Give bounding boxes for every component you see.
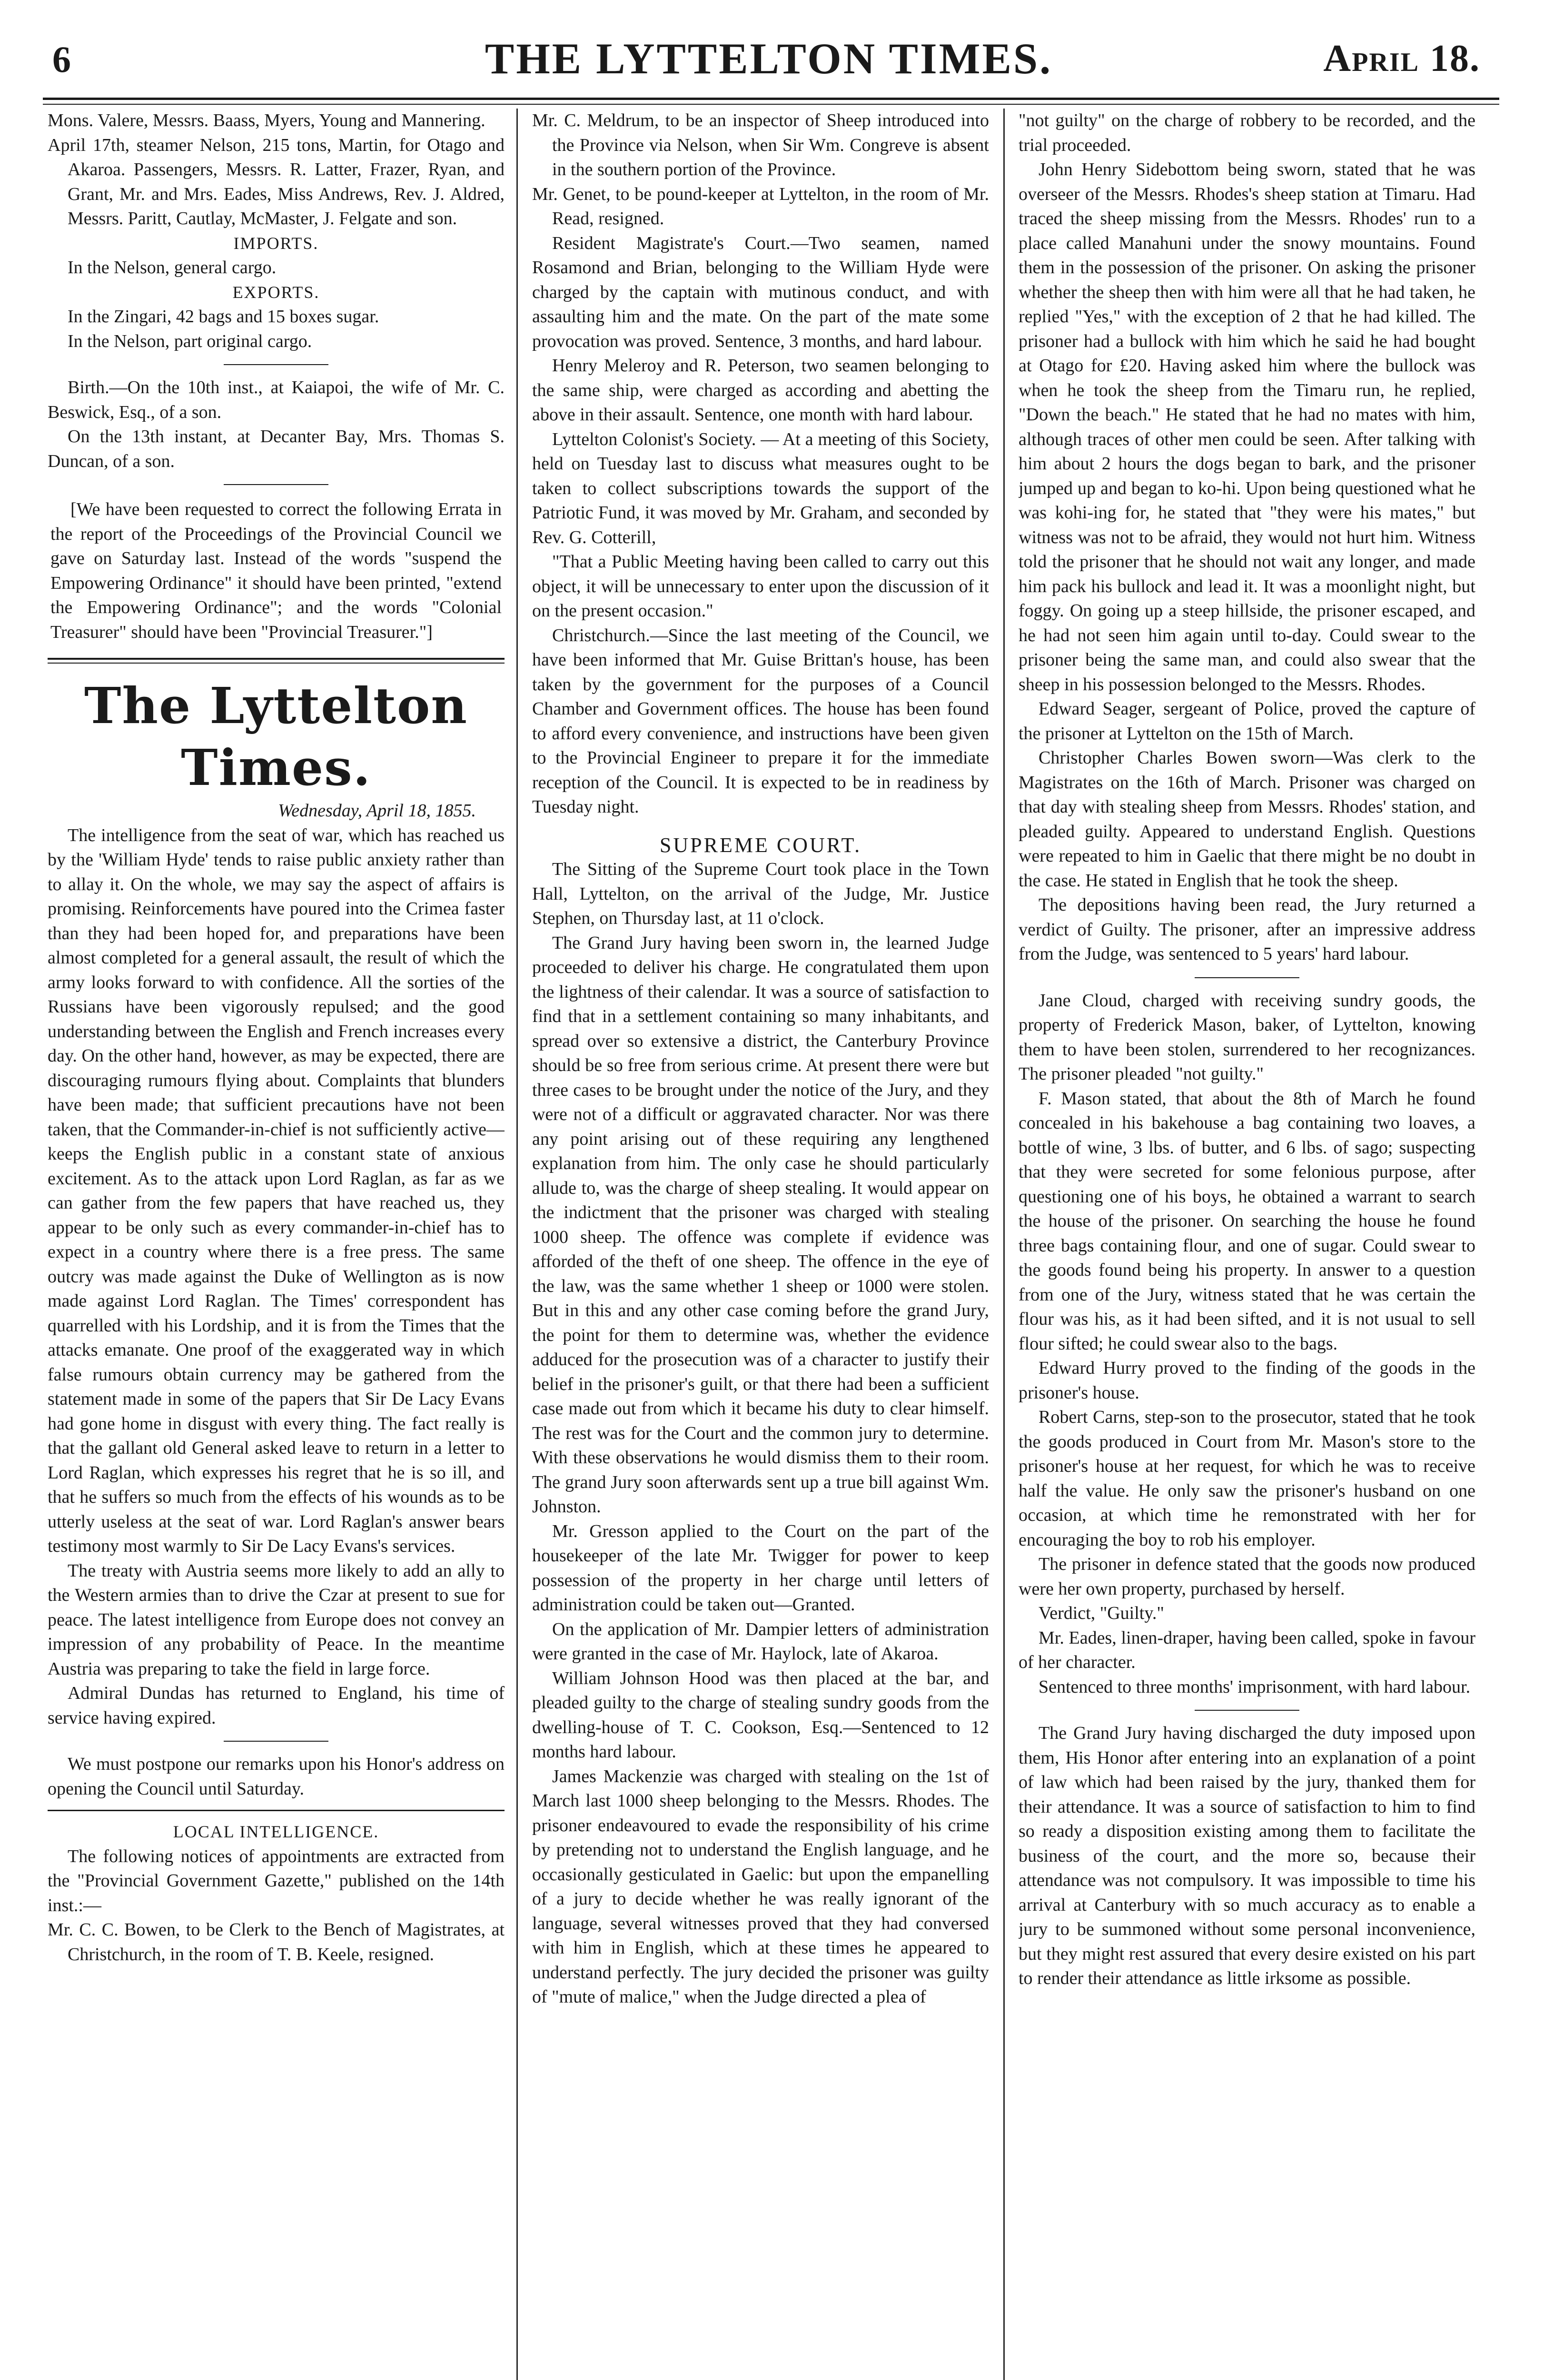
verdict-mackenzie: The depositions having been read, the Jury returned a verdict of Guilty. The prisoner, after an impressive address from the Judge, was sentenced to 5 years' hard labour.	[1019, 895, 1475, 964]
grand-jury-charge: The Grand Jury having been sworn in, the learned Judge proceeded to deliver his charge. He congratulated them upon the lightness of their calendar. It was a source of satisfaction to find that in a settlement containing so many inhabitants, and spread over so extensive a district, the Canterbury Province should be so free from serious crime. At present there were but three cases to be brought under the notice of the Jury, and they were not of a difficult or aggravated character. Nor was there any point arising out of these requiring any lengthened explanation from him. The only case he should particularly allude to, was the charge of sheep stealing. It would appear on the indictment that the prisoner was charged with stealing 1000 sheep. The offence was complete if evidence was afforded of the theft of one sheep. The offence in the eye of the law, was the same whether 1 sheep or 1000 were stolen. But in this and any other case coming before the grand Jury, the point for them to determine was, whether the evidence adduced for the prosecution was of a character to justify their belief in the prisoner's guilt, or that there had been a sufficient case made out from which it became his duty to clear himself. The rest was for the Court and the common jury to determine. With these observations he would dismiss them to their room. The grand Jury soon afterwards sent up a true bill against Wm. Johnston.	[532, 932, 989, 1517]
masthead	[43, 19, 1495, 90]
seager-testimony: Edward Seager, sergeant of Police, proved the capture of the prisoner at Lyttelton on the 15th of March.	[1019, 699, 1475, 744]
birth-notice-1: Birth.—On the 10th inst., at Kaiapoi, the wife of Mr. C. Beswick, Esq., of a son.	[48, 377, 505, 422]
column-divider-2	[1003, 109, 1005, 2380]
grand-jury-discharge: The Grand Jury having discharged the duty imposed upon them, His Honor after entering into an explanation of a point of law which had been raised by the jury, thanked them for their attendance. It was a source of satisfaction to him to find so ready a disposition existing among them to facilitate the business of the court, and the more so, because their attendance was not compulsory. It was impossible to time his arrival at Canterbury with so much accuracy as to enable a jury to be summoned without some personal inconvenience, but they might rest assured that every desire existed on his part to render their attendance as little irksome as possible.	[1019, 1723, 1475, 1988]
imports-heading: IMPORTS.	[233, 233, 319, 253]
exports-line-1: In the Zingari, 42 bags and 15 boxes sugar.	[68, 307, 379, 327]
mason-testimony: F. Mason stated, that about the 8th of March he found concealed in his bakehouse a bag containing two loaves, a bottle of wine, 3 lbs. of butter, and 6 lbs. of sago; suspecting that they were secreted for some felonious purpose, after questioning one of his boys, he obtained a warrant to search the house of the prisoner. On searching the house he found three bags containing flour, and one of sugar. Could swear to the goods found being his property. In answer to a question from one of the Jury, witness stated that he was certain the flour was his, as it had been sifted, and it is not usual to sell flour sifted; he could swear also to the bags.	[1019, 1088, 1475, 1354]
editorial-paragraph-1: The intelligence from the seat of war, which has reached us by the 'William Hyde' tends to raise public anxiety rather than to allay it. On the whole, we may say the aspect of affairs is promising. Reinforcements have poured into the Crimea faster than they had been hoped for, and preparations have been almost completed for a general assault, the result of which the army looks forward to with confidence. All the sorties of the Russians have been vigorously repulsed; and the good understanding between the English and French increases every day. On the other hand, however, as may be expected, there are discouraging rumours flying about. Complaints that blunders have been made; that sufficient precautions have not been taken, that the Commander-in-chief is not sufficiently active—keeps the English public in a constant state of anxious excitement. As to the attack upon Lord Raglan, as far as we can gather from the few papers that have reached us, they appear to be only such as every commander-in-chief has to expect in a country where there is a free press. The same outcry was made against the Duke of Wellington as is now made against Lord Raglan. The Times' correspondent has quarrelled with his Lordship, and it is from the Times that the attacks emanate. One proof of the exaggerated way in which false rumours obtain currency may be gathered from the statement made in some of the papers that Sir De Lacy Evans had gone home in disgust with every thing. The fact really is that the gallant old General asked leave to return in a letter to Lord Raglan, which expresses his regret that he is so ill, and that he suffers so much from the effects of his wounds as to be utterly useless at the seat of war. Lord Raglan's answer bears testimony most warmly to Sir De Lacy Evans's services.	[48, 825, 505, 1556]
birth-notice-2: On the 13th instant, at Decanter Bay, Mrs. Thomas S. Duncan, of a son.	[48, 426, 505, 471]
editorial-paragraph-3: Admiral Dundas has returned to England, his time of service having expired.	[48, 1683, 505, 1728]
appointment-meldrum: Mr. C. Meldrum, to be an inspector of Sheep introduced into the Province via Nelson, when Sir Wm. Congreve is absent in the southern portion of the Province.	[532, 110, 989, 179]
bowen-testimony: Christopher Charles Bowen sworn—Was clerk to the Magistrates on the 16th of March. Prisoner was charged on that day with stealing sheep from Messrs. Rhodes' station, and pleaded guilty. Appeared to understand English. Questions were repeated to him in Gaelic that there might be no doubt in the case. He stated in English that he took the sheep.	[1019, 748, 1475, 891]
verdict-cloud: Verdict, "Guilty."	[1039, 1603, 1164, 1623]
exports-heading: EXPORTS.	[232, 282, 320, 302]
christchurch-news: Christchurch.—Since the last meeting of the Council, we have been informed that Mr. Guise Brittan's house, has been taken by the government for the purposes of a Council Chamber and Government offices. The house has been found to afford every convenience, and instructions have been given to the Provincial Engineer to prepare it for the immediate reception of the Council. It is expected to be in readiness by Tuesday night.	[532, 625, 989, 817]
editorial-dateline: Wednesday, April 18, 1855.	[278, 801, 476, 821]
masthead-rule	[43, 98, 1499, 100]
hurry-testimony: Edward Hurry proved to the finding of the goods in the prisoner's house.	[1019, 1358, 1475, 1403]
meleroy-case: Henry Meleroy and R. Peterson, two seamen belonging to the same ship, were charged as according and abetting the above in their assault. Sentence, one month with hard labour.	[532, 356, 989, 425]
divider	[224, 484, 328, 485]
postpone-notice: We must postpone our remarks upon his Honor's address on opening the Council until Saturday.	[48, 1754, 505, 1799]
carns-testimony: Robert Carns, step-son to the prosecutor, stated that he took the goods produced in Court from Mr. Mason's store to the prisoner's house at her request, for which he was to receive half the value. He only saw the prisoner's husband on one occasion, at which time he remonstrated with her for encouraging the boy to rob his employer.	[1019, 1407, 1475, 1550]
resolution-quote: "That a Public Meeting having been called to carry out this object, it will be unnecessary to enter upon the discussion of it on the present occasion."	[532, 552, 989, 621]
newspaper-title: THE LYTTELTON TIMES.	[485, 34, 1053, 83]
cloud-case: Jane Cloud, charged with receiving sundry goods, the property of Frederick Mason, baker, of Lyttelton, knowing them to have been stolen, surrendered to her recognizances. The prisoner pleaded "not guilty."	[1019, 990, 1475, 1084]
issue-date: April 18.	[1323, 38, 1480, 79]
column-3	[1019, 109, 1475, 2380]
imports-line: In the Nelson, general cargo.	[68, 258, 277, 278]
exports-line-2: In the Nelson, part original cargo.	[68, 331, 312, 351]
eades-character: Mr. Eades, linen-draper, having been called, spoke in favour of her character.	[1019, 1627, 1475, 1672]
page-number: 6	[52, 39, 71, 80]
sidebottom-testimony: John Henry Sidebottom being sworn, stated that he was overseer of the Messrs. Rhodes's sheep station at Timaru. Had traced the sheep missing from the Messrs. Rhodes' run to a place called Manahuni under the snowy mountains. Found them in the possession of the prisoner. On asking the prisoner whether the sheep then with him were all that he had taken, he replied "Yes," with the exception of 2 that he had killed. The prisoner had a bullock with him which he said he had bought at Otago for £20. Having asked him where the bullock was when he took the sheep from the Timaru run, he replied, "Down the beach." He stated that he had no mates with him, although traces of other men could be seen. After talking with him about 2 hours the dogs began to bark, and the prisoner jumped up and began to ko-hi. Upon being questioned what he was kohi-ing for, he stated that "they were his mates," but witness was not to be afraid, they would not hurt him. Witness told the prisoner that he should not wait any longer, and made him pack his bullock and lead it. It was a moonlight night, but foggy. On going up a steep hillside, the prisoner escaped, and he had not seen him again until to-day. Could swear to the prisoner being the same man, and could also swear that the sheep in his possession belonged to the Messrs. Rhodes.	[1019, 159, 1475, 694]
appointment-bowen: Mr. C. C. Bowen, to be Clerk to the Bench of Magistrates, at Christchurch, in the room of T. B. Keele, resigned.	[48, 1920, 505, 1964]
column-1	[48, 109, 505, 2380]
errata-notice: [We have been requested to correct the following Errata in the report of the Proceedings of the Provincial Council we gave on Saturday last. Instead of the words "suspend the Empowering Ordinance" it should have been printed, "extend the Empowering Ordinance"; and the words "Colonial Treasurer" should have been "Provincial Treasurer."]	[50, 499, 502, 642]
supreme-court-heading: SUPREME COURT.	[659, 833, 862, 857]
resident-magistrates-court: Resident Magistrate's Court.—Two seamen, named Rosamond and Brian, belonging to the William Hyde were charged by the captain with mutinous conduct, and with assaulting him and the mate. On the part of the mate some provocation was proved. Sentence, 3 months, and hard labour.	[532, 233, 989, 351]
local-intelligence-intro: The following notices of appointments are extracted from the "Provincial Government Gazette," published on the 14th inst.:—	[48, 1846, 505, 1915]
editorial-masthead: The Lyttelton Times.	[84, 676, 468, 797]
court-sitting: The Sitting of the Supreme Court took place in the Town Hall, Lyttelton, on the arrival of the Judge, Mr. Justice Stephen, on Thursday last, at 11 o'clock.	[532, 859, 989, 928]
divider	[224, 1741, 328, 1742]
hood-case: William Johnson Hood was then placed at the bar, and pleaded guilty to the charge of stealing sundry goods from the dwelling-house of T. C. Cookson, Esq.—Sentenced to 12 months hard labour.	[532, 1668, 989, 1762]
sentence-cloud: Sentenced to three months' imprisonment, with hard labour.	[1039, 1676, 1471, 1697]
column-divider-1	[516, 109, 518, 2380]
double-rule	[48, 658, 505, 664]
divider	[1195, 977, 1299, 978]
masthead-rule-thin	[43, 104, 1499, 105]
appointment-genet: Mr. Genet, to be pound-keeper at Lyttelton, in the room of Mr. Read, resigned.	[532, 184, 989, 228]
nelson-departure: April 17th, steamer Nelson, 215 tons, Martin, for Otago and Akaroa. Passengers, Messrs. R. Latter, Frazer, Ryan, and Grant, Mr. and Mrs. Eades, Miss Andrews, Rev. J. Aldred, Messrs. Paritt, Cautlay, McMaster, J. Felgate and son.	[48, 135, 505, 228]
defence-statement: The prisoner in defence stated that the goods now produced were her own property, purchased by herself.	[1019, 1554, 1475, 1599]
ship-list-continued: Mons. Valere, Messrs. Baass, Myers, Young and Mannering.	[48, 110, 485, 130]
editorial-paragraph-2: The treaty with Austria seems more likely to add an ally to the Western armies than to drive the Czar at present to sue for peace. The latest intelligence from Europe does not convey an impression of any probability of Peace. In the meantime Austria was preparing to take the field in large force.	[48, 1560, 505, 1679]
divider	[224, 364, 328, 365]
mackenzie-case: James Mackenzie was charged with stealing on the 1st of March last 1000 sheep belonging to the Messrs. Rhodes. The prisoner endeavoured to evade the responsibility of his crime by pretending not to understand the English language, and he occasionally gesticulated in Gaelic: but upon the empanelling of a jury to decide whether he was really ignorant of the language, several witnesses proved that they had conversed with him in English, which at these times he appeared to understand perfectly. The jury decided the prisoner was guilty of "mute of malice," when the Judge directed a plea of	[532, 1766, 989, 2007]
plea-continued: "not guilty" on the charge of robbery to be recorded, and the trial proceeded.	[1019, 110, 1475, 155]
section-rule	[48, 1810, 505, 1811]
divider	[1195, 1710, 1299, 1711]
colonists-society: Lyttelton Colonist's Society. — At a meeting of this Society, held on Tuesday last to discuss what measures ought to be taken to collect subscriptions towards the support of the Patriotic Fund, it was moved by Mr. Graham, and seconded by Rev. G. Cotterill,	[532, 429, 989, 547]
gresson-application: Mr. Gresson applied to the Court on the part of the housekeeper of the late Mr. Twigger for power to keep possession of the property in her charge until letters of administration could be taken out—Granted.	[532, 1521, 989, 1615]
local-intelligence-heading: LOCAL INTELLIGENCE.	[173, 1822, 379, 1841]
dampier-application: On the application of Mr. Dampier letters of administration were granted in the case of Mr. Haylock, late of Akaroa.	[532, 1619, 989, 1664]
column-2	[532, 109, 989, 2380]
